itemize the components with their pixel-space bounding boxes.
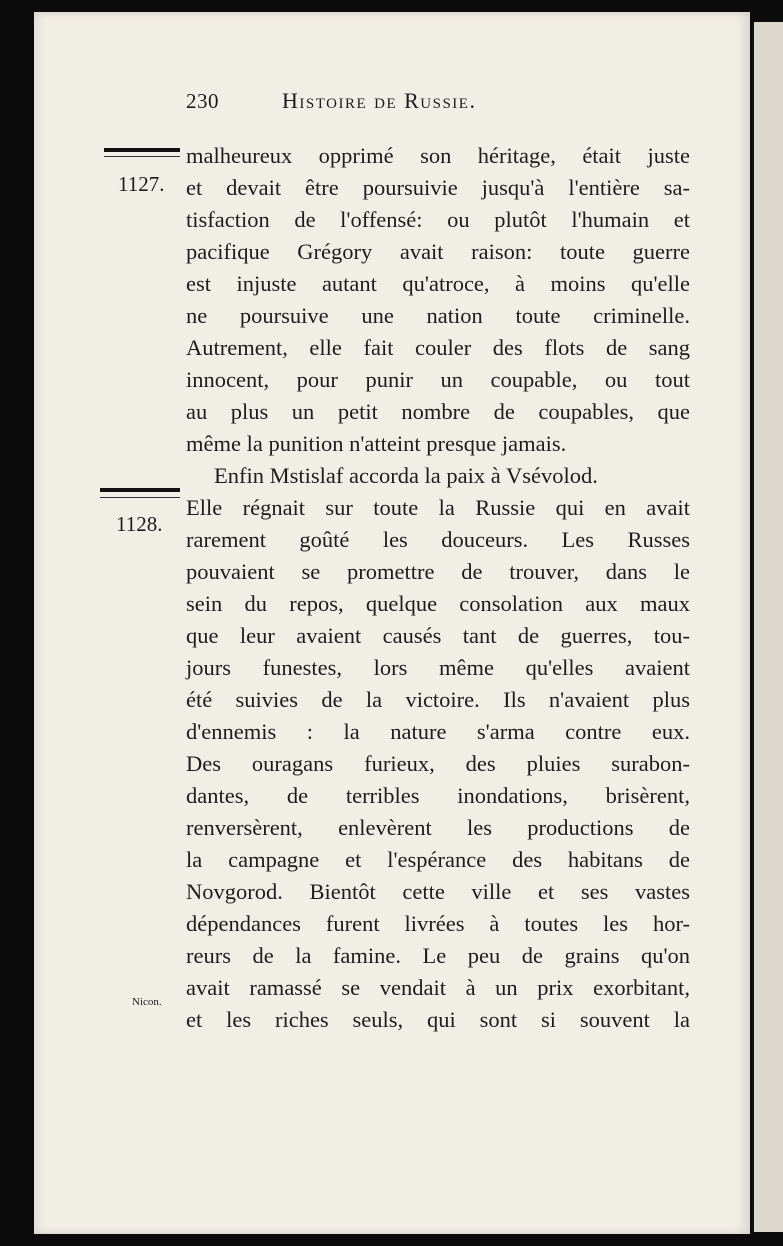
page-number: 230 [186,89,219,113]
text-line: Elle régnait sur toute la Russie qui en avait [186,495,690,520]
text-line: que leur avaient causés tant de guerres, tou- [186,623,690,648]
text-line: la campagne et l'espérance des habitans de [186,847,690,872]
margin-rule-top-thin [104,156,180,157]
margin-year-1127: 1127. [118,172,165,196]
text-line: pouvaient se promettre de trouver, dans le [186,559,690,584]
body-text [186,140,690,1036]
text-line: malheureux opprimé son héritage, était juste [186,143,690,168]
text-line: rarement goûté les douceurs. Les Russes [186,527,690,552]
text-line: Autrement, elle fait couler des flots de sang [186,335,690,360]
text-line: jours funestes, lors même qu'elles avaient [186,655,690,680]
margin-source-note: Nicon. [132,996,162,1008]
margin-rule-middle [100,488,180,492]
text-line: est injuste autant qu'atroce, à moins qu'elle [186,271,690,296]
text-line: innocent, pour punir un coupable, ou tout [186,367,690,392]
text-line: et devait être poursuivie jusqu'à l'entière sa- [186,175,690,200]
text-line: reurs de la famine. Le peu de grains qu'on [186,943,690,968]
text-line: d'ennemis : la nature s'arma contre eux. [186,719,690,744]
text-line: pacifique Grégory avait raison: toute guerre [186,239,690,264]
text-line: renversèrent, enlevèrent les productions de [186,815,690,840]
text-line: même la punition n'atteint presque jamais. [186,431,567,456]
text-line: avait ramassé se vendait à un prix exorbitant, [186,975,690,1000]
text-line: Novgorod. Bientôt cette ville et ses vastes [186,879,690,904]
running-title: Histoire de Russie. [282,88,477,113]
running-header [186,88,706,114]
text-line: au plus un petit nombre de coupables, que [186,399,690,424]
text-line: dantes, de terribles inondations, brisèrent, [186,783,690,808]
text-line: et les riches seuls, qui sont si souvent la [186,1007,690,1032]
text-line: tisfaction de l'offensé: ou plutôt l'humain et [186,207,690,232]
margin-rule-middle-thin [100,497,180,498]
text-line: dépendances furent livrées à toutes les hor- [186,911,690,936]
adjacent-page-edge [752,22,783,1232]
margin-year-1128: 1128. [116,512,163,536]
paragraph-start-line: Enfin Mstislaf accorda la paix à Vsévolod. [214,463,598,488]
text-line: ne poursuive une nation toute criminelle. [186,303,690,328]
text-line: Des ouragans furieux, des pluies surabon- [186,751,690,776]
margin-rule-top [104,148,180,152]
text-line: sein du repos, quelque consolation aux maux [186,591,690,616]
text-line: été suivies de la victoire. Ils n'avaient plus [186,687,690,712]
